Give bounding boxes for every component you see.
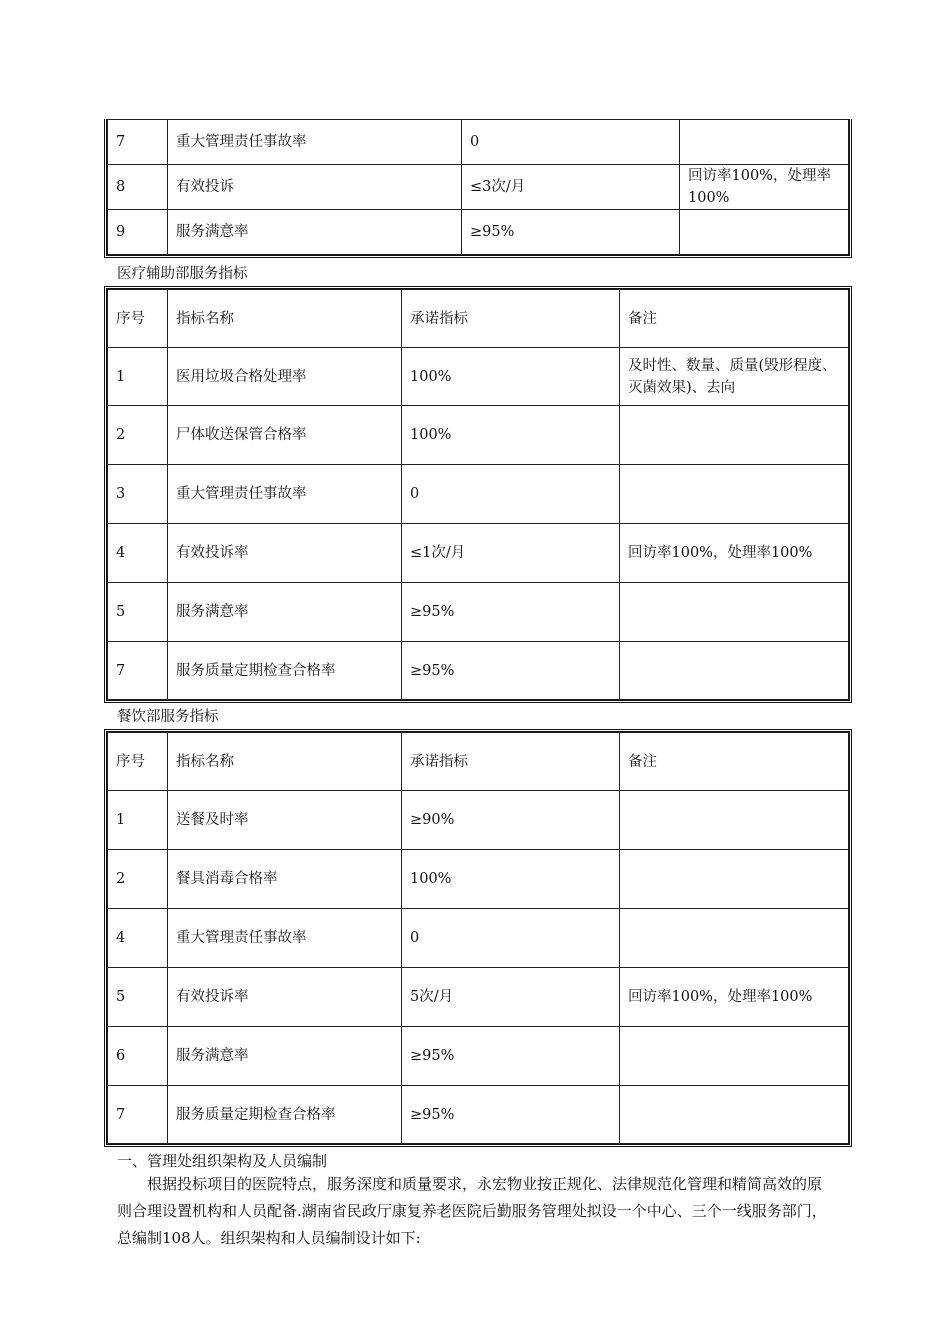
cell-target: ≤3次/月 xyxy=(462,165,680,210)
cell-remark xyxy=(620,642,849,700)
cell-target: 100% xyxy=(402,406,620,465)
medical-table-caption: 医疗辅助部服务指标 xyxy=(117,266,248,282)
cell-remark: 及时性、数量、质量(毁形程度、灭菌效果)、去向 xyxy=(620,348,849,406)
table-row xyxy=(108,1086,849,1144)
cell-target: 100% xyxy=(402,348,620,406)
table-row xyxy=(108,524,849,583)
cell-target: ≥90% xyxy=(402,791,620,850)
table-row xyxy=(108,348,849,406)
header-remark: 备注 xyxy=(620,733,849,791)
cell-remark xyxy=(620,1027,849,1086)
cell-remark: 回访率100%，处理率100% xyxy=(620,968,849,1027)
cell-remark xyxy=(620,1086,849,1144)
table-row xyxy=(108,406,849,465)
table-row xyxy=(108,968,849,1027)
cell-target: 100% xyxy=(402,850,620,909)
cell-name: 尸体收送保管合格率 xyxy=(168,406,402,465)
cell-index: 6 xyxy=(108,1027,168,1086)
table-row xyxy=(108,909,849,968)
cell-target: ≥95% xyxy=(402,1027,620,1086)
cell-name: 服务质量定期检查合格率 xyxy=(168,1086,402,1144)
cell-index: 7 xyxy=(108,642,168,700)
cell-index: 1 xyxy=(108,791,168,850)
medical-indicator-table xyxy=(104,286,852,703)
cell-target: ≥95% xyxy=(402,1086,620,1144)
cell-name: 餐具消毒合格率 xyxy=(168,850,402,909)
table-row xyxy=(108,210,849,255)
cell-target: 5次/月 xyxy=(402,968,620,1027)
cell-name: 送餐及时率 xyxy=(168,791,402,850)
cell-name: 有效投诉率 xyxy=(168,524,402,583)
table-header-row xyxy=(108,733,849,791)
cell-name: 服务满意率 xyxy=(168,210,462,255)
cell-remark xyxy=(680,210,849,255)
cell-remark: 回访率100%，处理率100% xyxy=(620,524,849,583)
header-index: 序号 xyxy=(108,290,168,348)
table-row xyxy=(108,165,849,210)
header-target: 承诺指标 xyxy=(402,290,620,348)
cell-remark xyxy=(620,583,849,642)
cell-target: ≥95% xyxy=(402,583,620,642)
table-row xyxy=(108,120,849,165)
cell-name: 有效投诉 xyxy=(168,165,462,210)
cell-remark: 回访率100%，处理率100% xyxy=(680,165,849,210)
cell-name: 重大管理责任事故率 xyxy=(168,120,462,165)
indicator-table-continued xyxy=(104,119,852,258)
table-row xyxy=(108,791,849,850)
cell-index: 4 xyxy=(108,524,168,583)
section-paragraph: 根据投标项目的医院特点，服务深度和质量要求，永宏物业按正规化、法律规范化管理和精简高效的原则合理设置机构和人员配备.湖南省民政厅康复养老医院后勤服务管理处拟设一个中心、三个一线服务部门，总编制108人。组织架构和人员编制设计如下: xyxy=(117,1175,827,1247)
table-row xyxy=(108,642,849,700)
cell-index: 2 xyxy=(108,850,168,909)
cell-target: 0 xyxy=(402,909,620,968)
cell-index: 5 xyxy=(108,968,168,1027)
table-row xyxy=(108,583,849,642)
catering-indicator-table xyxy=(104,729,852,1147)
cell-index: 5 xyxy=(108,583,168,642)
header-index: 序号 xyxy=(108,733,168,791)
cell-name: 有效投诉率 xyxy=(168,968,402,1027)
cell-index: 8 xyxy=(108,165,168,210)
cell-remark xyxy=(620,909,849,968)
cell-target: ≥95% xyxy=(462,210,680,255)
cell-index: 2 xyxy=(108,406,168,465)
table-row xyxy=(108,465,849,524)
cell-name: 重大管理责任事故率 xyxy=(168,465,402,524)
cell-remark xyxy=(620,406,849,465)
cell-target: ≥95% xyxy=(402,642,620,700)
cell-remark xyxy=(620,791,849,850)
section-heading: 一、管理处组织架构及人员编制 xyxy=(117,1152,328,1170)
header-name: 指标名称 xyxy=(168,290,402,348)
cell-remark xyxy=(620,850,849,909)
cell-name: 重大管理责任事故率 xyxy=(168,909,402,968)
cell-remark xyxy=(620,465,849,524)
cell-target: ≤1次/月 xyxy=(402,524,620,583)
table-row xyxy=(108,1027,849,1086)
header-remark: 备注 xyxy=(620,290,849,348)
header-target: 承诺指标 xyxy=(402,733,620,791)
table-row xyxy=(108,850,849,909)
cell-remark xyxy=(680,120,849,165)
catering-table-caption: 餐饮部服务指标 xyxy=(117,709,219,725)
cell-index: 4 xyxy=(108,909,168,968)
cell-name: 服务满意率 xyxy=(168,1027,402,1086)
header-name: 指标名称 xyxy=(168,733,402,791)
cell-index: 7 xyxy=(108,1086,168,1144)
cell-target: 0 xyxy=(402,465,620,524)
cell-name: 服务质量定期检查合格率 xyxy=(168,642,402,700)
table-header-row xyxy=(108,290,849,348)
cell-index: 7 xyxy=(108,120,168,165)
cell-name: 医用垃圾合格处理率 xyxy=(168,348,402,406)
cell-index: 3 xyxy=(108,465,168,524)
cell-index: 9 xyxy=(108,210,168,255)
cell-name: 服务满意率 xyxy=(168,583,402,642)
cell-target: 0 xyxy=(462,120,680,165)
cell-index: 1 xyxy=(108,348,168,406)
